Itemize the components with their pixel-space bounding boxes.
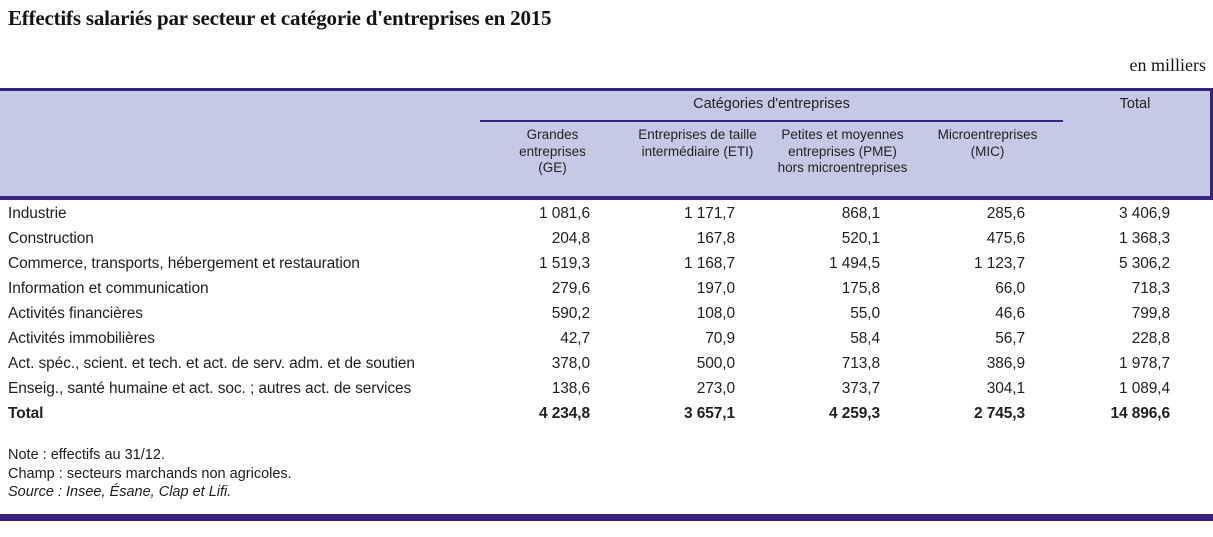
column-header-eti: Entreprises de taille intermédiaire (ETI) <box>638 127 757 159</box>
value-ge: 1 081,6 <box>538 205 590 222</box>
value-eti: 167,8 <box>696 230 735 247</box>
value-eti: 273,0 <box>696 380 735 397</box>
column-header-mic: Microentreprises (MIC) <box>937 127 1038 159</box>
value-mic: 46,6 <box>995 305 1025 322</box>
table-row <box>0 276 1213 301</box>
value-ge: 4 234,8 <box>538 405 590 422</box>
value-eti: 3 657,1 <box>683 405 735 422</box>
table-row <box>0 401 1213 426</box>
sector-label: Act. spéc., scient. et tech. et act. de serv. adm. et de soutien <box>8 355 415 372</box>
table-body <box>0 201 1213 426</box>
value-pme: 55,0 <box>850 305 880 322</box>
value-eti: 70,9 <box>705 330 735 347</box>
group-header: Catégories d'entreprises <box>693 96 850 112</box>
column-headers <box>480 127 1060 177</box>
value-mic: 386,9 <box>986 355 1025 372</box>
value-pme: 373,7 <box>841 380 880 397</box>
source-line: Source : Insee, Ésane, Clap et Lifi. <box>8 484 232 500</box>
sector-label: Industrie <box>8 205 67 222</box>
value-ge: 1 519,3 <box>538 255 590 272</box>
table-row <box>0 351 1213 376</box>
value-eti: 1 171,7 <box>683 205 735 222</box>
value-ge: 204,8 <box>551 230 590 247</box>
value-mic: 2 745,3 <box>973 405 1025 422</box>
value-pme: 4 259,3 <box>828 405 880 422</box>
sector-label: Commerce, transports, hébergement et restauration <box>8 255 360 272</box>
table-row <box>0 376 1213 401</box>
value-eti: 197,0 <box>696 280 735 297</box>
value-ge: 279,6 <box>551 280 590 297</box>
value-pme: 713,8 <box>841 355 880 372</box>
value-mic: 285,6 <box>986 205 1025 222</box>
value-total: 1 089,4 <box>1118 380 1170 397</box>
sector-label: Construction <box>8 230 94 247</box>
table-header-band <box>0 88 1213 200</box>
value-total: 228,8 <box>1131 330 1170 347</box>
value-pme: 175,8 <box>841 280 880 297</box>
column-header-total: Total <box>1119 96 1151 112</box>
value-ge: 138,6 <box>551 380 590 397</box>
value-eti: 1 168,7 <box>683 255 735 272</box>
value-pme: 58,4 <box>850 330 880 347</box>
value-eti: 500,0 <box>696 355 735 372</box>
value-total: 799,8 <box>1131 305 1170 322</box>
table-row <box>0 201 1213 226</box>
value-mic: 1 123,7 <box>973 255 1025 272</box>
value-ge: 42,7 <box>560 330 590 347</box>
table-row <box>0 251 1213 276</box>
group-header-underline <box>480 120 1063 122</box>
table-row <box>0 326 1213 351</box>
value-ge: 378,0 <box>551 355 590 372</box>
value-pme: 520,1 <box>841 230 880 247</box>
value-mic: 475,6 <box>986 230 1025 247</box>
column-header-pme: Petites et moyennes entreprises (PME) hors microentreprises <box>777 127 908 175</box>
value-total: 5 306,2 <box>1118 255 1170 272</box>
value-mic: 66,0 <box>995 280 1025 297</box>
sector-label: Activités immobilières <box>8 330 155 347</box>
value-mic: 56,7 <box>995 330 1025 347</box>
note-line: Note : effectifs au 31/12. <box>8 447 165 463</box>
table-row <box>0 226 1213 251</box>
value-pme: 1 494,5 <box>828 255 880 272</box>
unit-label: en milliers <box>1129 55 1206 75</box>
table-row <box>0 301 1213 326</box>
value-total: 1 978,7 <box>1118 355 1170 372</box>
page-title: Effectifs salariés par secteur et catégorie d'entreprises en 2015 <box>8 6 552 30</box>
column-header-ge: Grandes entreprises (GE) <box>519 127 586 175</box>
value-total: 1 368,3 <box>1118 230 1170 247</box>
value-total: 718,3 <box>1131 280 1170 297</box>
bottom-rule <box>0 514 1213 521</box>
value-total: 14 896,6 <box>1110 405 1170 422</box>
value-eti: 108,0 <box>696 305 735 322</box>
sector-label: Information et communication <box>8 280 209 297</box>
value-mic: 304,1 <box>986 380 1025 397</box>
sector-label: Activités financières <box>8 305 143 322</box>
value-pme: 868,1 <box>841 205 880 222</box>
champ-line: Champ : secteurs marchands non agricoles. <box>8 465 292 482</box>
sector-label: Enseig., santé humaine et act. soc. ; autres act. de services <box>8 380 412 397</box>
value-ge: 590,2 <box>551 305 590 322</box>
value-total: 3 406,9 <box>1118 205 1170 222</box>
sector-label: Total <box>8 405 44 422</box>
footnotes <box>8 446 292 502</box>
